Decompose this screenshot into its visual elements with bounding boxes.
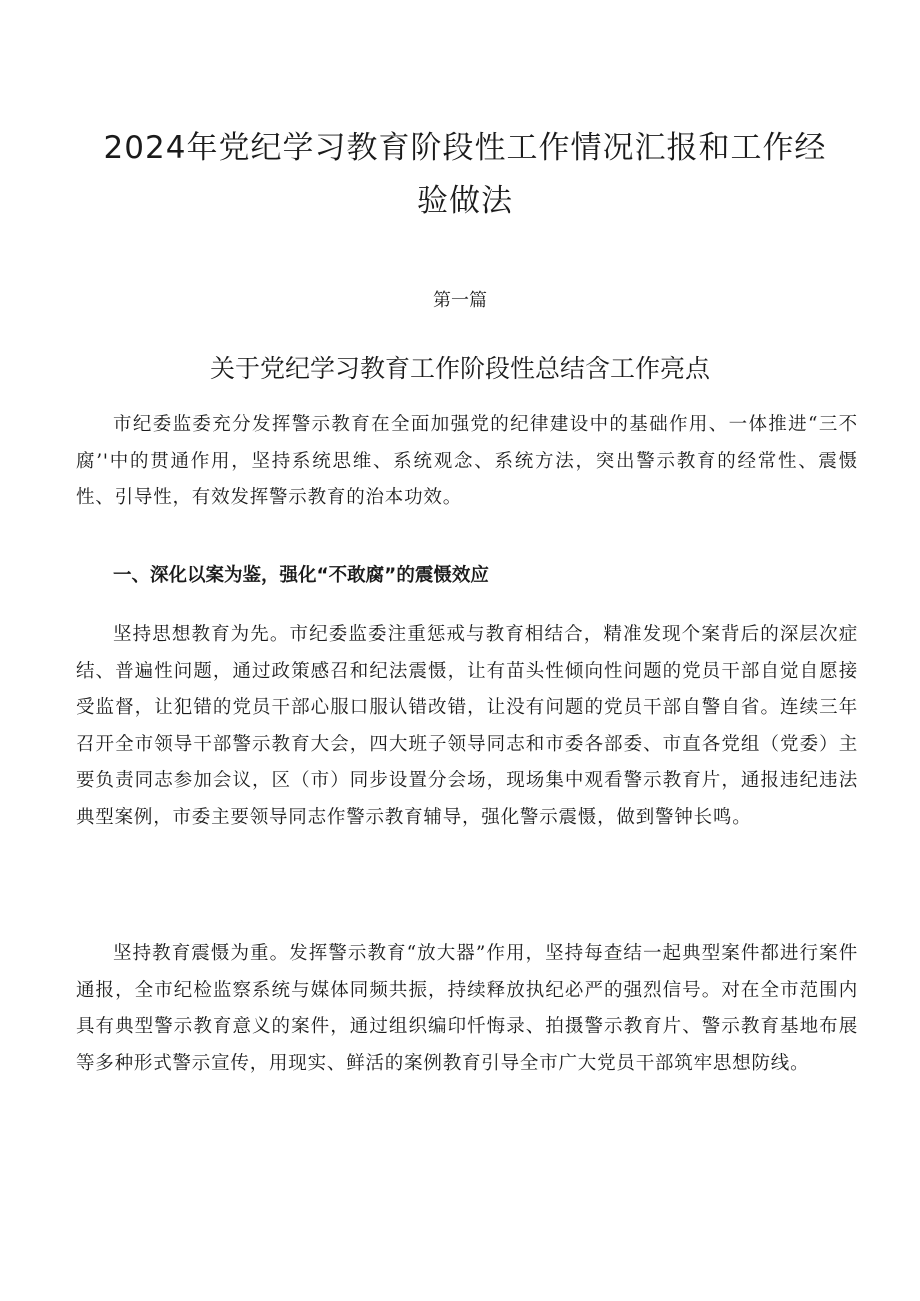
document-title: 2024年党纪学习教育阶段性工作情况汇报和工作经验做法 — [103, 130, 827, 219]
subheading-1: 一、深化以案为鉴，强化“不敢腐”的震慑效应 — [113, 565, 489, 586]
paragraph-thought-education — [76, 617, 858, 836]
section-label: 第一篇 — [433, 290, 487, 311]
paragraph-body: 市纪委监委注重惩戒与教育相结合，精准发现个案背后的深层次症结、普遍性问题，通过政策感召和纪法震慑，让有苗头性倾向性问题的党员干部自觉自愿接受监督，让犯错的党员干部心服口服认错改错，让没有问题的党员干部自警自省。连续三年召开全市领导干部警示教育大会，四大班子领导同志和市委各部委、市直各党组（党委）主要负责同志参加会议，区（市）同步设置分会场，现场集中观看警示教育片，通报违纪违法典型案例，市委主要领导同志作警示教育辅导，强化警示震慑，做到警钟长鸣。 — [76, 624, 859, 828]
paragraph-education-deterrence — [76, 936, 858, 1082]
paragraph-lead: 坚持教育震慑为重。 — [113, 943, 290, 964]
paragraph-body: 发挥警示教育“放大器”作用，坚持每查结一起典型案件都进行案件通报，全市纪检监察系统与媒体同频共振，持续释放执纪必严的强烈信号。对在全市范围内具有典型警示教育意义的案件，通过组织编印忏悔录、拍摄警示教育片、警示教育基地布展等多种形式警示宣传，用现实、鲜活的案例教育引导全市广大党员干部筑牢思想防线。 — [76, 943, 859, 1074]
paragraph-lead: 坚持思想教育为先。 — [113, 624, 290, 645]
intro-paragraph: 市纪委监委充分发挥警示教育在全面加强党的纪律建设中的基础作用、一体推进“三不腐’'中的贯通作用，坚持系统思维、系统观念、系统方法，突出警示教育的经常性、震慑性、引导性，有效发挥警示教育的治本功效。 — [76, 414, 858, 508]
section-heading: 关于党纪学习教育工作阶段性总结含工作亮点 — [209, 354, 710, 383]
